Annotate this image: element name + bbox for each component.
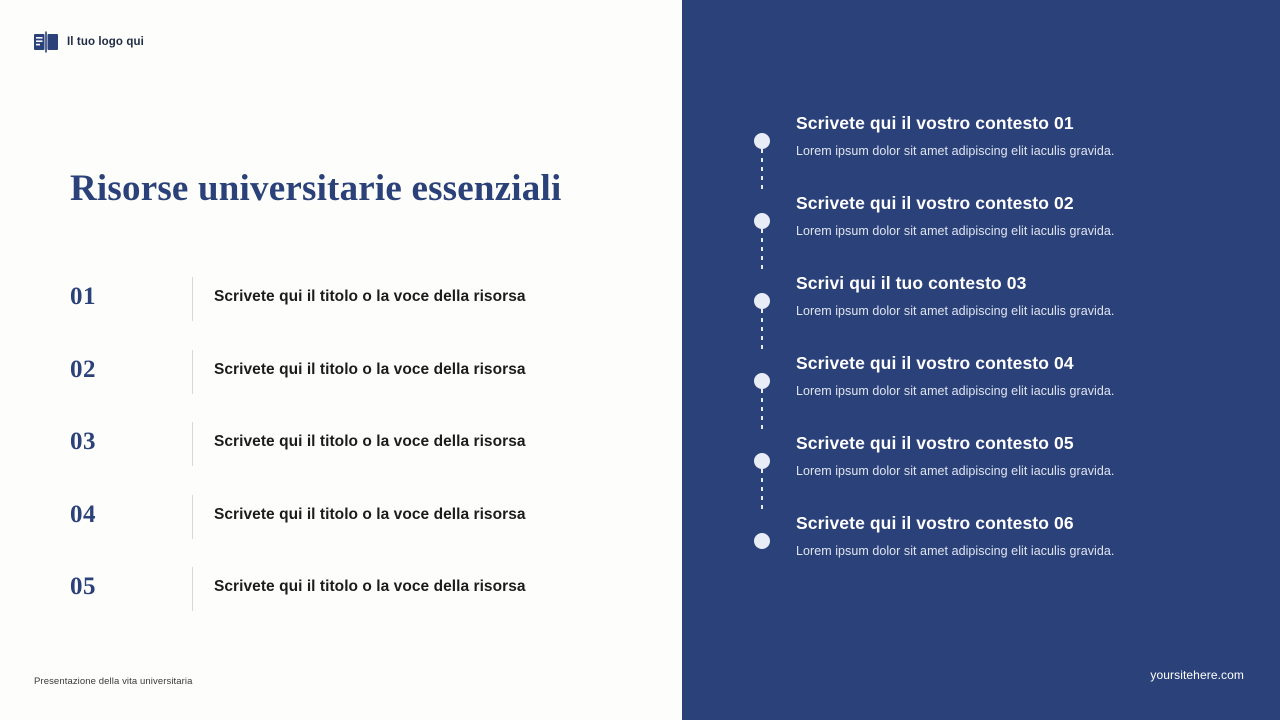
list-item[interactable] xyxy=(70,493,630,566)
timeline-dot-icon xyxy=(754,373,770,389)
list-item-number: 05 xyxy=(70,573,96,600)
timeline-dot-icon xyxy=(754,133,770,149)
timeline-connector xyxy=(761,309,763,350)
list-item-label: Scrivete qui il titolo o la voce della risorsa xyxy=(214,505,526,523)
timeline-item-description: Lorem ipsum dolor sit amet adipiscing elit iaculis gravida. xyxy=(796,224,1115,238)
timeline-item[interactable] xyxy=(754,513,1244,580)
page-title: Risorse universitarie essenziali xyxy=(70,167,562,209)
timeline-connector xyxy=(761,149,763,190)
list-item-label: Scrivete qui il titolo o la voce della risorsa xyxy=(214,578,526,595)
timeline-connector xyxy=(761,389,763,430)
divider xyxy=(192,277,193,321)
timeline-item-title: Scrivete qui il vostro contesto 06 xyxy=(796,513,1074,533)
timeline-connector xyxy=(761,469,763,510)
timeline-item-title: Scrivi qui il tuo contesto 03 xyxy=(796,273,1027,293)
timeline-item-description: Lorem ipsum dolor sit amet adipiscing elit iaculis gravida. xyxy=(796,144,1115,158)
timeline-item-title: Scrivete qui il vostro contesto 02 xyxy=(796,193,1074,213)
timeline-item[interactable] xyxy=(754,273,1244,340)
timeline-item-description: Lorem ipsum dolor sit amet adipiscing elit iaculis gravida. xyxy=(796,384,1115,398)
timeline-item-description: Lorem ipsum dolor sit amet adipiscing elit iaculis gravida. xyxy=(796,544,1115,558)
divider xyxy=(192,567,193,611)
list-item-number: 01 xyxy=(70,283,96,310)
logo[interactable] xyxy=(34,31,144,53)
divider xyxy=(192,350,193,394)
right-pane xyxy=(682,0,1280,720)
timeline-item[interactable] xyxy=(754,433,1244,500)
timeline xyxy=(754,100,1244,580)
list-item[interactable] xyxy=(70,420,630,493)
divider xyxy=(192,495,193,539)
timeline-dot-icon xyxy=(754,293,770,309)
list-item[interactable] xyxy=(70,275,630,348)
timeline-item[interactable] xyxy=(754,193,1244,260)
list-item[interactable] xyxy=(70,565,630,638)
timeline-item-title: Scrivete qui il vostro contesto 01 xyxy=(796,113,1074,133)
timeline-connector xyxy=(761,229,763,270)
site-url[interactable]: yoursitehere.com xyxy=(1150,668,1244,682)
logo-text: Il tuo logo qui xyxy=(67,36,144,48)
resource-list xyxy=(70,275,630,638)
open-book-icon xyxy=(34,31,58,53)
list-item-number: 04 xyxy=(70,500,96,528)
timeline-dot-icon xyxy=(754,533,770,549)
timeline-item[interactable] xyxy=(754,113,1244,180)
divider xyxy=(192,422,193,466)
timeline-dot-icon xyxy=(754,453,770,469)
timeline-dot-icon xyxy=(754,213,770,229)
list-item-label: Scrivete qui il titolo o la voce della risorsa xyxy=(214,360,526,378)
list-item-label: Scrivete qui il titolo o la voce della risorsa xyxy=(214,433,526,450)
timeline-item[interactable] xyxy=(754,353,1244,420)
timeline-item-title: Scrivete qui il vostro contesto 04 xyxy=(796,353,1074,373)
timeline-item-title: Scrivete qui il vostro contesto 05 xyxy=(796,433,1074,453)
list-item[interactable] xyxy=(70,348,630,421)
list-item-number: 02 xyxy=(70,355,96,383)
list-item-label: Scrivete qui il titolo o la voce della risorsa xyxy=(214,288,526,305)
list-item-number: 03 xyxy=(70,428,96,455)
footer-note: Presentazione della vita universitaria xyxy=(34,676,193,687)
timeline-item-description: Lorem ipsum dolor sit amet adipiscing elit iaculis gravida. xyxy=(796,464,1115,478)
timeline-item-description: Lorem ipsum dolor sit amet adipiscing elit iaculis gravida. xyxy=(796,304,1115,318)
